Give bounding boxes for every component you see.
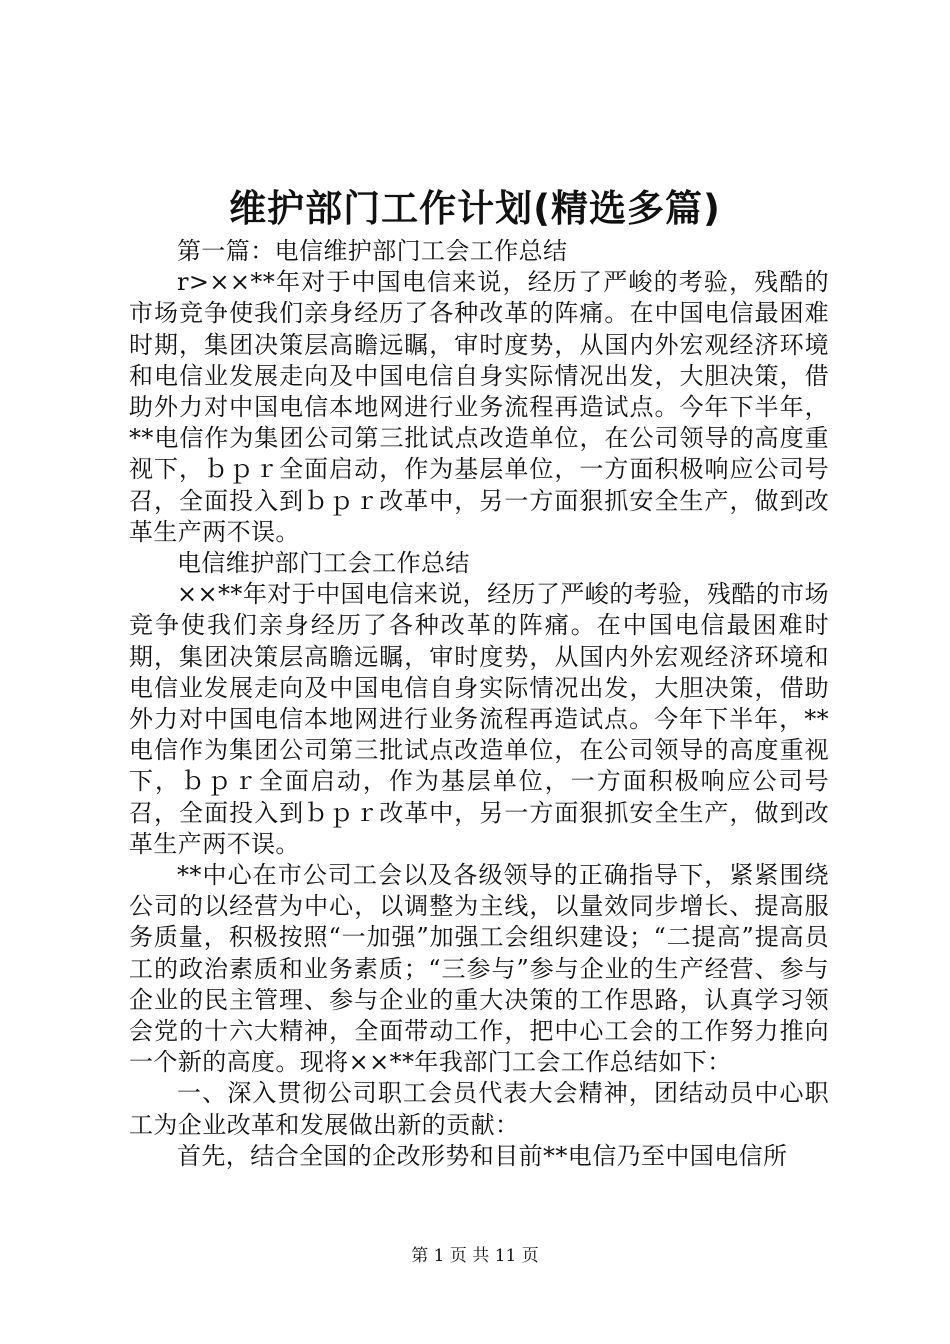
section-heading: 第一篇：电信维护部门工会工作总结 bbox=[177, 237, 568, 265]
body-paragraph: ××**年对于中国电信来说，经历了严峻的考验，残酷的市场竞争使我们亲身经历了各种改革的阵痛。在中国电信最困难时期，集团决策层高瞻远瞩，审时度势，从国内外宏观经济环境和电信业发展走向及中国电信自身实际情况出发，大胆决策，借助外力对中国电信本地网进行业务流程再造试点。今年下半年，**电信作为集团公司第三批试点改造单位，在公司领导的高度重视下，ｂｐｒ全面启动，作为基层单位，一方面积极响应公司号召，全面投入到ｂｐｒ改革中，另一方面狠抓安全生产，做到改革生产两不误。 bbox=[129, 580, 829, 858]
body-paragraph: 首先，结合全国的企改形势和目前**电信乃至中国电信所 bbox=[177, 1141, 788, 1170]
body-paragraph: 一、深入贯彻公司职工会员代表大会精神，团结动员中心职工为企业改革和发展做出新的贡献： bbox=[129, 1079, 829, 1139]
section-subheading: 电信维护部门工会工作总结 bbox=[177, 549, 470, 578]
document-body bbox=[129, 236, 829, 1172]
body-paragraph: **中心在市公司工会以及各级领导的正确指导下，紧紧围绕公司的以经营为中心，以调整为主线，以量效同步增长、提高服务质量，积极按照“一加强”加强工会组织建设；“二提高”提高员工的政治素质和业务素质；“三参与”参与企业的生产经营、参与企业的民主管理、参与企业的重大决策的工作思路，认真学习领会党的十六大精神，全面带动工作，把中心工会的工作努力推向一个新的高度。现将××**年我部门工会工作总结如下： bbox=[129, 861, 829, 1077]
body-paragraph: r>××**年对于中国电信来说，经历了严峻的考验，残酷的市场竞争使我们亲身经历了各种改革的阵痛。在中国电信最困难时期，集团决策层高瞻远瞩，审时度势，从国内外宏观经济环境和电信业发展走向及中国电信自身实际情况出发，大胆决策，借助外力对中国电信本地网进行业务流程再造试点。今年下半年，**电信作为集团公司第三批试点改造单位，在公司领导的高度重视下，ｂｐｒ全面启动，作为基层单位，一方面积极响应公司号召，全面投入到ｂｐｒ改革中，另一方面狠抓安全生产，做到改革生产两不误。 bbox=[129, 268, 829, 546]
document-title: 维护部门工作计划(精选多篇) bbox=[229, 187, 721, 230]
page-number-footer: 第 1 页 共 11 页 bbox=[411, 1246, 539, 1266]
